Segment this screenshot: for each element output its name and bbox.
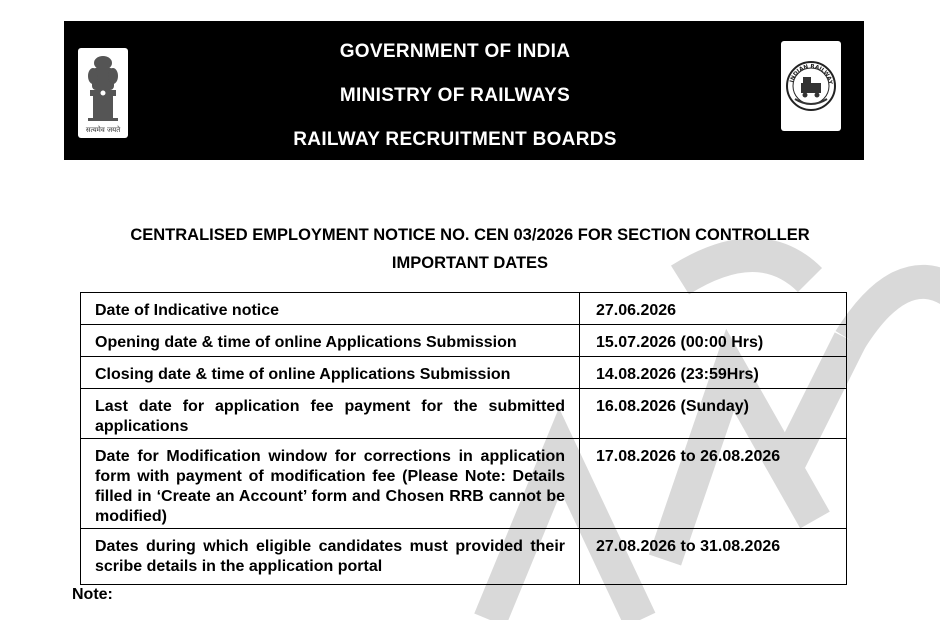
date-cell: 17.08.2026 to 26.08.2026 <box>580 439 847 529</box>
event-cell: Last date for application fee payment for the submitted applications <box>81 389 580 439</box>
date-cell: 27.06.2026 <box>580 293 847 325</box>
table-row <box>81 357 847 389</box>
important-dates-table <box>80 292 847 585</box>
ashoka-emblem-icon <box>78 48 128 138</box>
important-dates-heading: IMPORTANT DATES <box>391 254 549 272</box>
table-row <box>81 439 847 529</box>
date-cell: 15.07.2026 (00:00 Hrs) <box>580 325 847 357</box>
date-cell: 27.08.2026 to 31.08.2026 <box>580 529 847 585</box>
event-cell: Date of Indicative notice <box>81 293 580 325</box>
event-cell: Date for Modification window for corrections in application form with payment of modification fee (Please Note: Details filled in ‘Create an Account’ form and Chosen RRB cannot be modified) <box>81 439 580 529</box>
table-row <box>81 293 847 325</box>
header-boards: RAILWAY RECRUITMENT BOARDS <box>293 129 617 150</box>
table-row <box>81 325 847 357</box>
indian-railways-logo <box>781 41 841 131</box>
header-ministry: MINISTRY OF RAILWAYS <box>339 85 571 106</box>
notice-title: CENTRALISED EMPLOYMENT NOTICE NO. CEN 03/2026 FOR SECTION CONTROLLER <box>130 226 810 244</box>
event-cell: Dates during which eligible candidates must provided their scribe details in the application portal <box>81 529 580 585</box>
header-government: GOVERNMENT OF INDIA <box>339 41 571 62</box>
table-row <box>81 389 847 439</box>
svg-text:INDIAN RAILWAYS: INDIAN RAILWAY <box>789 63 833 85</box>
national-emblem <box>78 48 128 138</box>
table-row <box>81 529 847 585</box>
date-cell: 16.08.2026 (Sunday) <box>580 389 847 439</box>
event-cell: Closing date & time of online Applications Submission <box>81 357 580 389</box>
railways-logo-icon <box>781 41 841 131</box>
note-label: Note: <box>72 586 113 603</box>
event-cell: Opening date & time of online Applications Submission <box>81 325 580 357</box>
date-cell: 14.08.2026 (23:59Hrs) <box>580 357 847 389</box>
svg-text:सत्यमेव जयते: सत्यमेव जयते <box>85 126 121 134</box>
